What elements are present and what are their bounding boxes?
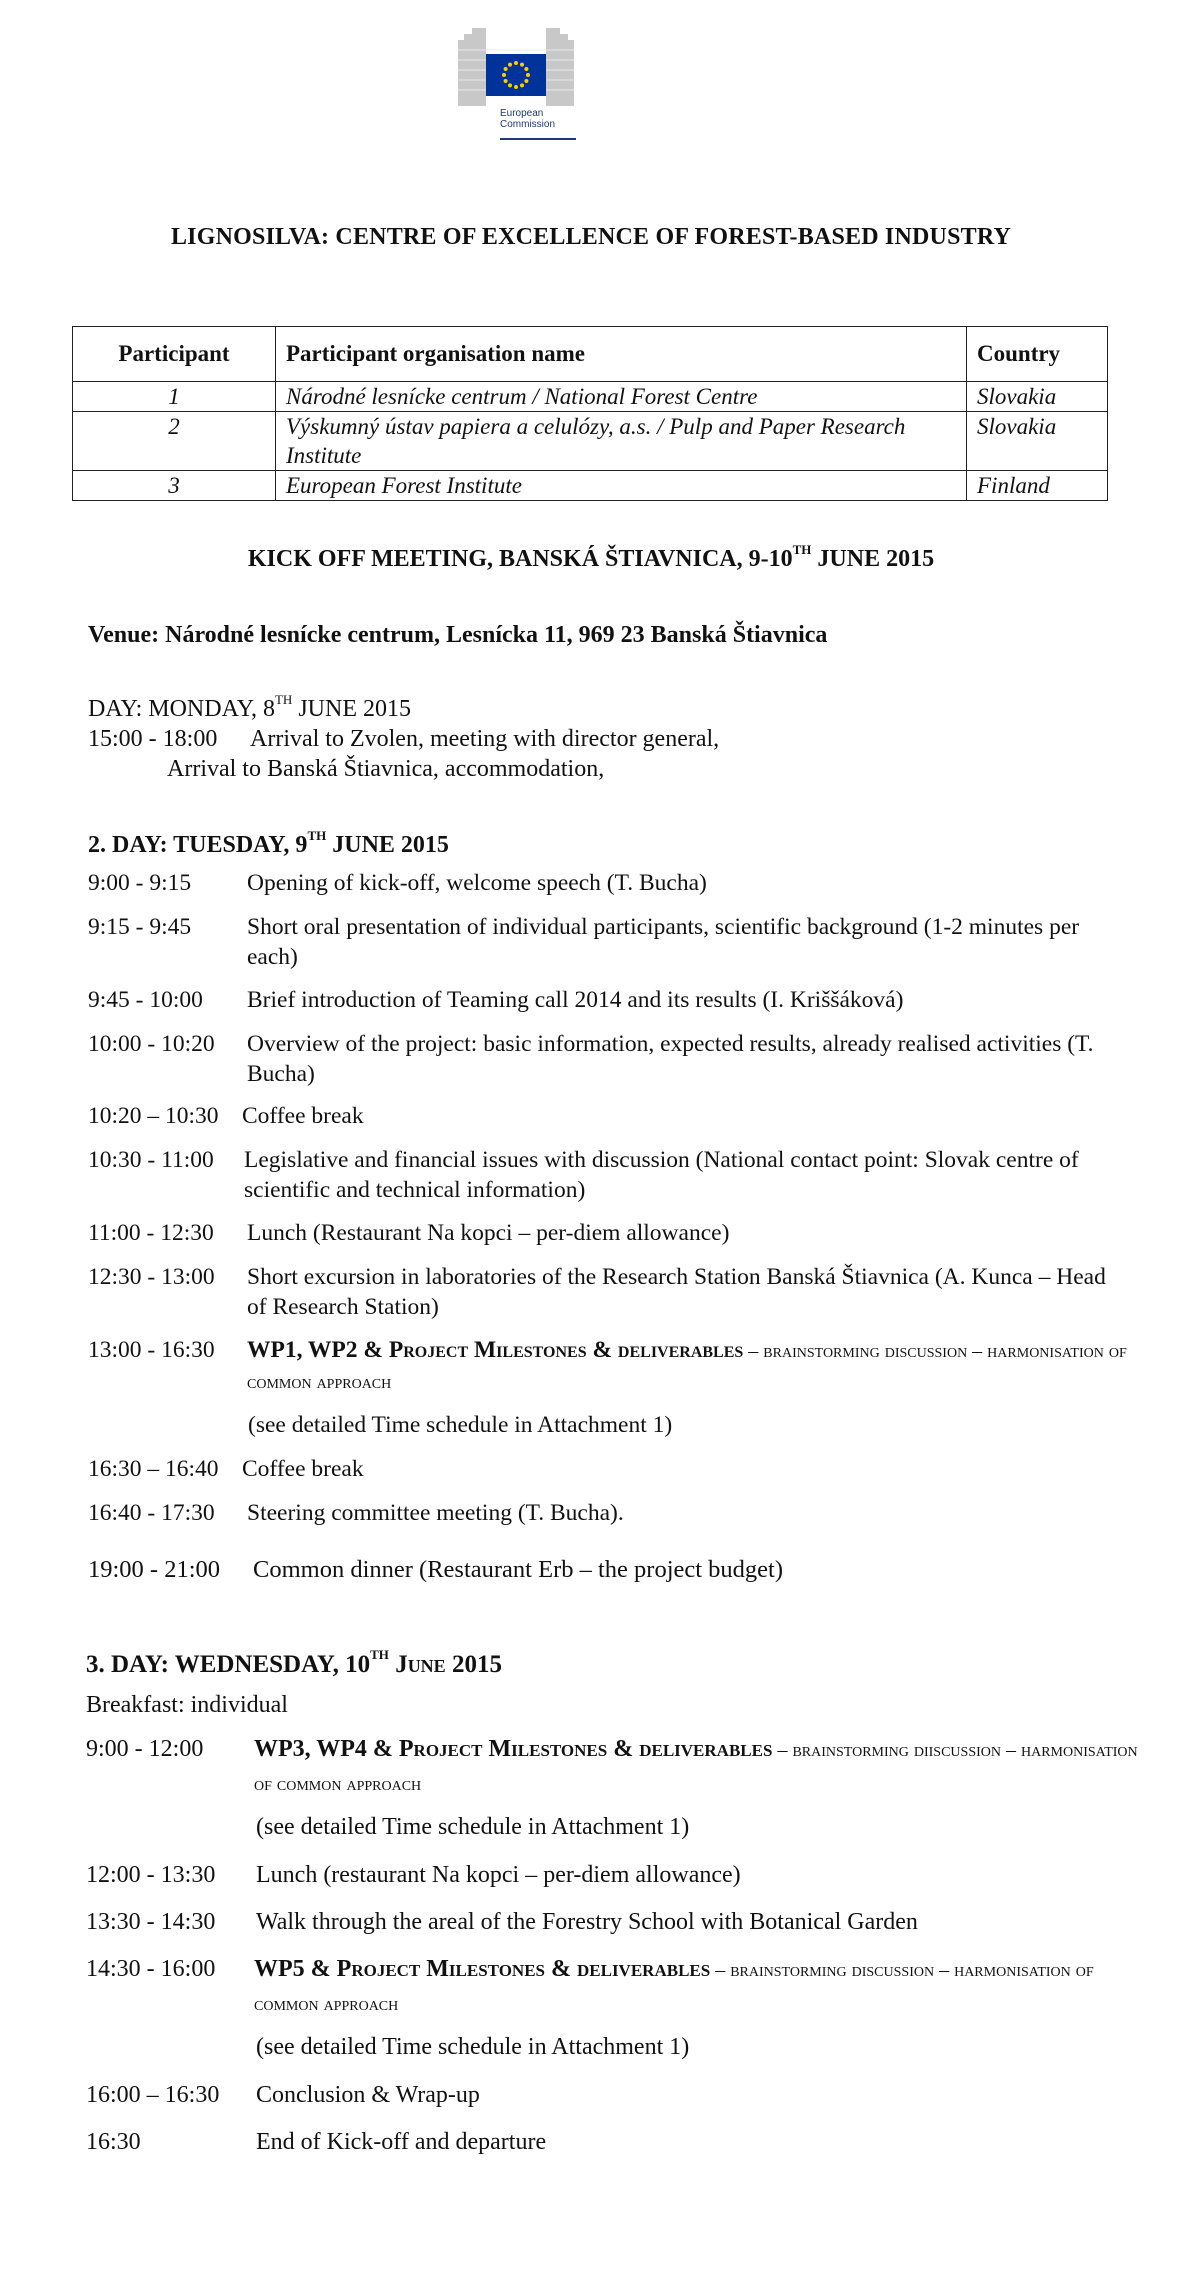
table-header-row: [73, 327, 1108, 382]
logo-caption: [500, 108, 555, 130]
wp-rest: – brainstorming discussion – harmonisation of common approach: [247, 1340, 1127, 1393]
day2-heading-text: 2. DAY: TUESDAY, 9: [88, 832, 308, 858]
item-text: Brief introduction of Teaming call 2014 and its results (I. Kriššáková): [247, 987, 904, 1013]
item-text: End of Kick-off and departure: [256, 2129, 547, 2155]
meeting-title: [0, 542, 1182, 573]
item-time: 16:30 – 16:40: [88, 1456, 219, 1482]
day3-heading-text: 3. DAY: WEDNESDAY, 10: [86, 1651, 371, 1678]
item-text: Opening of kick-off, welcome speech (T. Bucha): [247, 870, 707, 896]
item-text: (see detailed Time schedule in Attachment 1): [256, 2034, 690, 2060]
item-time: 12:30 - 13:00: [88, 1264, 215, 1290]
cell-participant-num: 1: [73, 382, 276, 412]
day1-line1: Arrival to Zvolen, meeting with director general,: [250, 726, 720, 752]
item-time: 16:00 – 16:30: [86, 2082, 220, 2108]
wp-rest: – brainstorming discussion – harmonisation of common approach: [254, 1959, 1094, 2015]
day1-heading-sup: TH: [274, 692, 293, 707]
item-text: Common dinner (Restaurant Erb – the project budget): [253, 1556, 784, 1583]
col-header-participant: Participant: [73, 327, 276, 382]
day1-heading: [88, 692, 411, 723]
day2-heading-sup: TH: [307, 828, 327, 843]
wp-rest: – brainstorming diiscussion – harmonisation of common approach: [254, 1739, 1138, 1795]
day3-heading-sup: TH: [370, 1647, 389, 1662]
col-header-organisation: Participant organisation name: [276, 327, 967, 382]
item-text: Overview of the project: basic information, expected results, already realised activities (T. Bucha): [247, 1031, 1094, 1087]
logo-caption-line2: Commission: [500, 119, 556, 130]
item-time: 13:30 - 14:30: [86, 1909, 216, 1935]
item-text: (see detailed Time schedule in Attachment 1): [256, 1814, 690, 1840]
participants-table: [72, 326, 1108, 501]
cell-participant-num: 2: [73, 412, 276, 471]
day1-line2: Arrival to Banská Štiavnica, accommodation,: [167, 756, 605, 782]
day2-heading: [88, 828, 449, 859]
item-text: Coffee break: [242, 1456, 364, 1482]
cell-country: Slovakia: [967, 382, 1108, 412]
day1-heading-text: DAY: MONDAY, 8: [88, 696, 275, 722]
day3-heading: [86, 1647, 502, 1679]
european-commission-logo: [456, 20, 576, 145]
table-row: [73, 412, 1108, 471]
item-text: Steering committee meeting (T. Bucha).: [247, 1500, 624, 1526]
item-time: 11:00 - 12:30: [88, 1220, 214, 1246]
table-row: [73, 382, 1108, 412]
col-header-country: Country: [967, 327, 1108, 382]
day2-heading-month: JUNE 2015: [326, 832, 449, 858]
item-time: 9:15 - 9:45: [88, 914, 192, 940]
eu-flag-building-icon: [456, 20, 576, 108]
wp-title: WP5 & Project Milestones & deliverables: [254, 1956, 711, 1982]
item-text: (see detailed Time schedule in Attachment 1): [248, 1412, 673, 1438]
wp-title: WP1, WP2 & Project Milestones & deliverables: [247, 1337, 744, 1363]
item-time: 14:30 - 16:00: [86, 1956, 216, 1982]
item-time: 9:00 - 9:15: [88, 870, 192, 896]
cell-participant-num: 3: [73, 471, 276, 501]
item-time: 16:40 - 17:30: [88, 1500, 215, 1526]
cell-organisation: European Forest Institute: [276, 471, 967, 501]
venue-line: Venue: Národné lesnícke centrum, Lesnícka 11, 969 23 Banská Štiavnica: [88, 622, 828, 648]
document-title: LIGNOSILVA: CENTRE OF EXCELLENCE OF FOREST-BASED INDUSTRY: [170, 224, 1012, 250]
cell-country: Finland: [967, 471, 1108, 501]
item-time: 9:45 - 10:00: [88, 987, 203, 1013]
meeting-title-text: KICK OFF MEETING, BANSKÁ ŠTIAVNICA, 9-10: [247, 546, 793, 572]
cell-country: Slovakia: [967, 412, 1108, 471]
wp-title: WP3, WP4 & Project Milestones & deliverables: [254, 1736, 773, 1762]
item-text: [254, 1733, 1154, 1801]
item-text: Short excursion in laboratories of the Research Station Banská Štiavnica (A. Kunca – Head of Research Station): [247, 1264, 1106, 1320]
meeting-title-sup: TH: [792, 542, 812, 557]
item-time: 10:30 - 11:00: [88, 1147, 214, 1173]
day3-heading-month: June 2015: [388, 1651, 502, 1678]
breakfast-line: Breakfast: individual: [86, 1692, 288, 1718]
item-time: 13:00 - 16:30: [88, 1337, 215, 1363]
item-text: [247, 1335, 1127, 1397]
item-time: 16:30: [86, 2129, 141, 2155]
logo-caption-line1: European: [500, 108, 544, 119]
item-time: 9:00 - 12:00: [86, 1736, 204, 1762]
item-time: 10:00 - 10:20: [88, 1031, 215, 1057]
day1-heading-month: JUNE 2015: [292, 696, 411, 722]
logo-underline: [500, 138, 576, 140]
item-text: Legislative and financial issues with discussion (National contact point: Slovak centre of scientific and technical information): [244, 1147, 1079, 1203]
item-time: 12:00 - 13:30: [86, 1862, 216, 1888]
table-row: [73, 471, 1108, 501]
item-text: Walk through the areal of the Forestry School with Botanical Garden: [256, 1909, 918, 1935]
item-text: Lunch (restaurant Na kopci – per-diem allowance): [256, 1862, 741, 1888]
meeting-title-month: JUNE 2015: [811, 546, 935, 572]
item-time: 19:00 - 21:00: [88, 1556, 221, 1583]
cell-organisation: Národné lesnícke centrum / National Forest Centre: [276, 382, 967, 412]
item-time: 10:20 – 10:30: [88, 1103, 219, 1129]
item-text: Coffee break: [242, 1103, 364, 1129]
item-text: Short oral presentation of individual participants, scientific background (1-2 minutes per each): [247, 914, 1080, 970]
cell-organisation: Výskumný ústav papiera a celulózy, a.s. / Pulp and Paper Research Institute: [276, 412, 967, 471]
day1-time: 15:00 - 18:00: [88, 726, 218, 752]
item-text: Conclusion & Wrap-up: [256, 2082, 480, 2108]
item-text: [254, 1953, 1154, 2021]
item-text: Lunch (Restaurant Na kopci – per-diem allowance): [247, 1220, 730, 1246]
